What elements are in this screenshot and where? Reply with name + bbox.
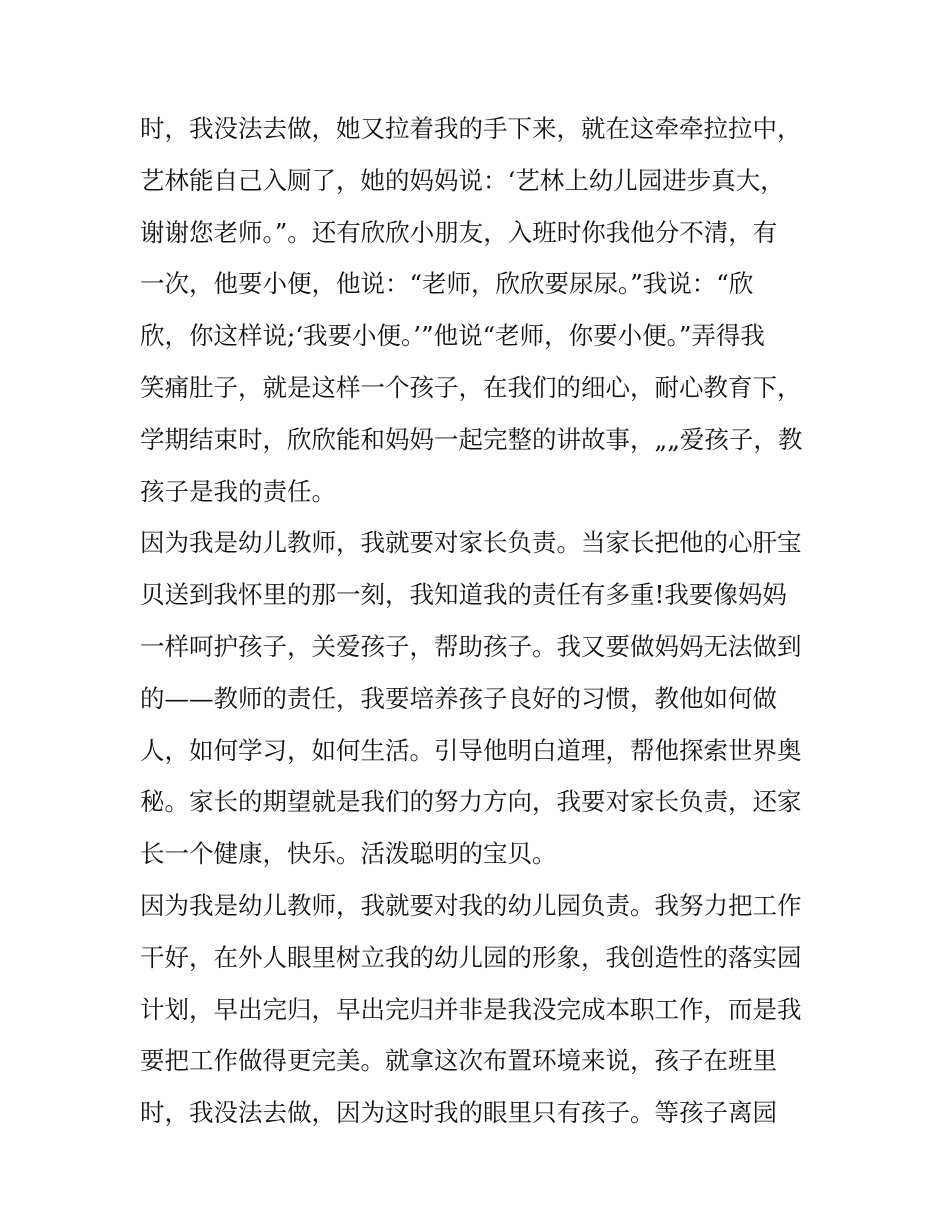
text-line: 谢谢您老师。”。还有欣欣小朋友，入班时你我他分不清，有 bbox=[140, 217, 778, 247]
text-line: 的——教师的责任，我要培养孩子良好的习惯，教他如何做 bbox=[140, 683, 777, 713]
text-line: 长一个健康，快乐。活泼聪明的宝贝。 bbox=[140, 839, 557, 869]
body-text bbox=[140, 103, 820, 1139]
text-line: 欣，你这样说;‘我要小便。’”他说“老师，你要小便。”弄得我 bbox=[140, 321, 765, 351]
text-line: 时，我没法去做，她又拉着我的手下来，就在这牵牵拉拉中， bbox=[140, 114, 802, 143]
text-line: 艺林能自己入厕了，她的妈妈说：‘艺林上幼儿园进步真大， bbox=[140, 165, 785, 195]
text-line: 笑痛肚子，就是这样一个孩子，在我们的细心，耐心教育下， bbox=[140, 372, 802, 402]
text-line: 一样呵护孩子，关爱孩子，帮助孩子。我又要做妈妈无法做到 bbox=[140, 631, 802, 661]
text-line: 因为我是幼儿教师，我就要对我的幼儿园负责。我努力把工作 bbox=[140, 890, 802, 920]
text-line: 贝送到我怀里的那一刻，我知道我的责任有多重!我要像妈妈 bbox=[140, 580, 787, 610]
text-line: 因为我是幼儿教师，我就要对家长负责。当家长把他的心肝宝 bbox=[140, 528, 802, 558]
text-line: 一次，他要小便，他说：“老师，欣欣要尿尿。”我说：“欣 bbox=[140, 269, 754, 299]
text-line: 时，我没法去做，因为这时我的眼里只有孩子。等孩子离园 bbox=[140, 1098, 777, 1128]
text-line: 人，如何学习，如何生活。引导他明白道理，帮他探索世界奥 bbox=[140, 735, 802, 765]
text-line: 干好，在外人眼里树立我的幼儿园的形象，我创造性的落实园 bbox=[140, 942, 802, 972]
text-line: 孩子是我的责任。 bbox=[140, 476, 336, 506]
text-line: 学期结束时，欣欣能和妈妈一起完整的讲故事，„„爱孩子，教 bbox=[140, 424, 803, 454]
text-line: 要把工作做得更完美。就拿这次布置环境来说，孩子在班里 bbox=[140, 1046, 777, 1076]
text-line: 秘。家长的期望就是我们的努力方向，我要对家长负责，还家 bbox=[140, 787, 802, 817]
text-line: 计划，早出完归，早出完归并非是我没完成本职工作，而是我 bbox=[140, 994, 802, 1024]
